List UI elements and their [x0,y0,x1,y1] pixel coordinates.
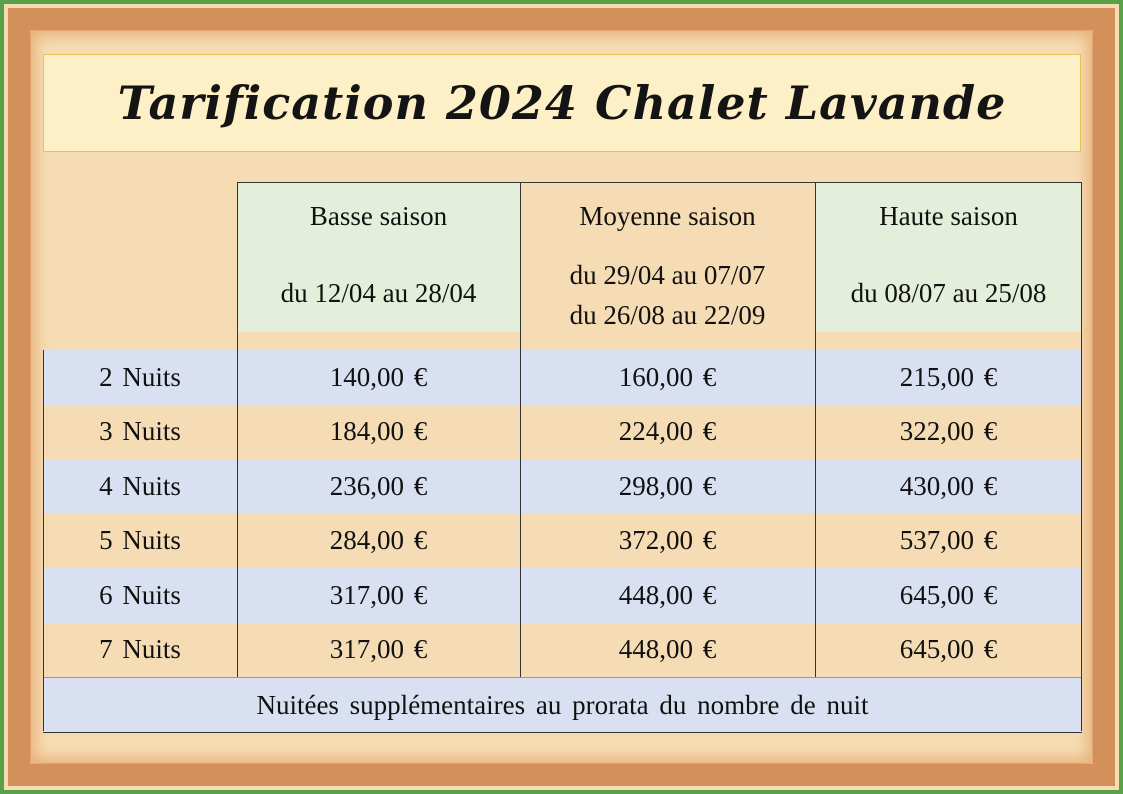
price-cell: 322,00 € [899,416,998,447]
price-cell: 317,00 € [329,579,428,610]
column-header-basse [237,182,520,332]
column-date-range: du 08/07 au 25/08 [850,278,1047,308]
price-cell: 284,00 € [329,525,428,556]
table-border-right [1081,182,1082,731]
price-cell: 160,00 € [618,361,717,392]
price-cell: 645,00 € [899,579,998,610]
table-border-left [43,350,44,731]
table-row [43,568,1082,623]
column-date-range [520,255,815,335]
price-cell: 298,00 € [618,470,717,501]
column-date-range: du 12/04 au 28/04 [280,278,477,308]
price-cell: 184,00 € [329,416,428,447]
column-divider [520,182,521,677]
row-label: 2 Nuits [99,361,181,392]
column-divider [237,182,238,677]
price-cell: 224,00 € [618,416,717,447]
price-cell: 317,00 € [329,634,428,665]
table-footer-note: Nuitées supplémentaires au prorata du nombre de nuit [43,677,1082,733]
table-row [43,514,1082,569]
column-season-label: Basse saison [309,201,448,231]
row-label: 6 Nuits [99,579,181,610]
header-spacer [237,332,1082,350]
page-title: Tarification 2024 Chalet Lavande [117,76,1007,130]
price-cell: 215,00 € [899,361,998,392]
row-label: 5 Nuits [99,525,181,556]
price-cell: 537,00 € [899,525,998,556]
price-cell: 448,00 € [618,634,717,665]
price-cell: 645,00 € [899,634,998,665]
title-banner [43,54,1081,152]
row-label: 4 Nuits [99,470,181,501]
price-cell: 236,00 € [329,470,428,501]
price-cell: 430,00 € [899,470,998,501]
column-season-label: Moyenne saison [579,201,756,231]
price-table [43,182,1082,731]
column-season-label: Haute saison [879,201,1018,231]
date-range-line: du 26/08 au 22/09 [569,300,766,330]
price-cell: 372,00 € [618,525,717,556]
table-row [43,350,1082,405]
row-label: 7 Nuits [99,634,181,665]
date-range-line: du 29/04 au 07/07 [569,260,766,290]
column-divider [815,182,816,677]
price-cell: 448,00 € [618,579,717,610]
table-row [43,459,1082,514]
column-header-haute [815,182,1082,332]
table-row [43,405,1082,460]
table-row [43,623,1082,678]
column-header-moyenne [520,182,815,332]
price-cell: 140,00 € [329,361,428,392]
row-label: 3 Nuits [99,416,181,447]
